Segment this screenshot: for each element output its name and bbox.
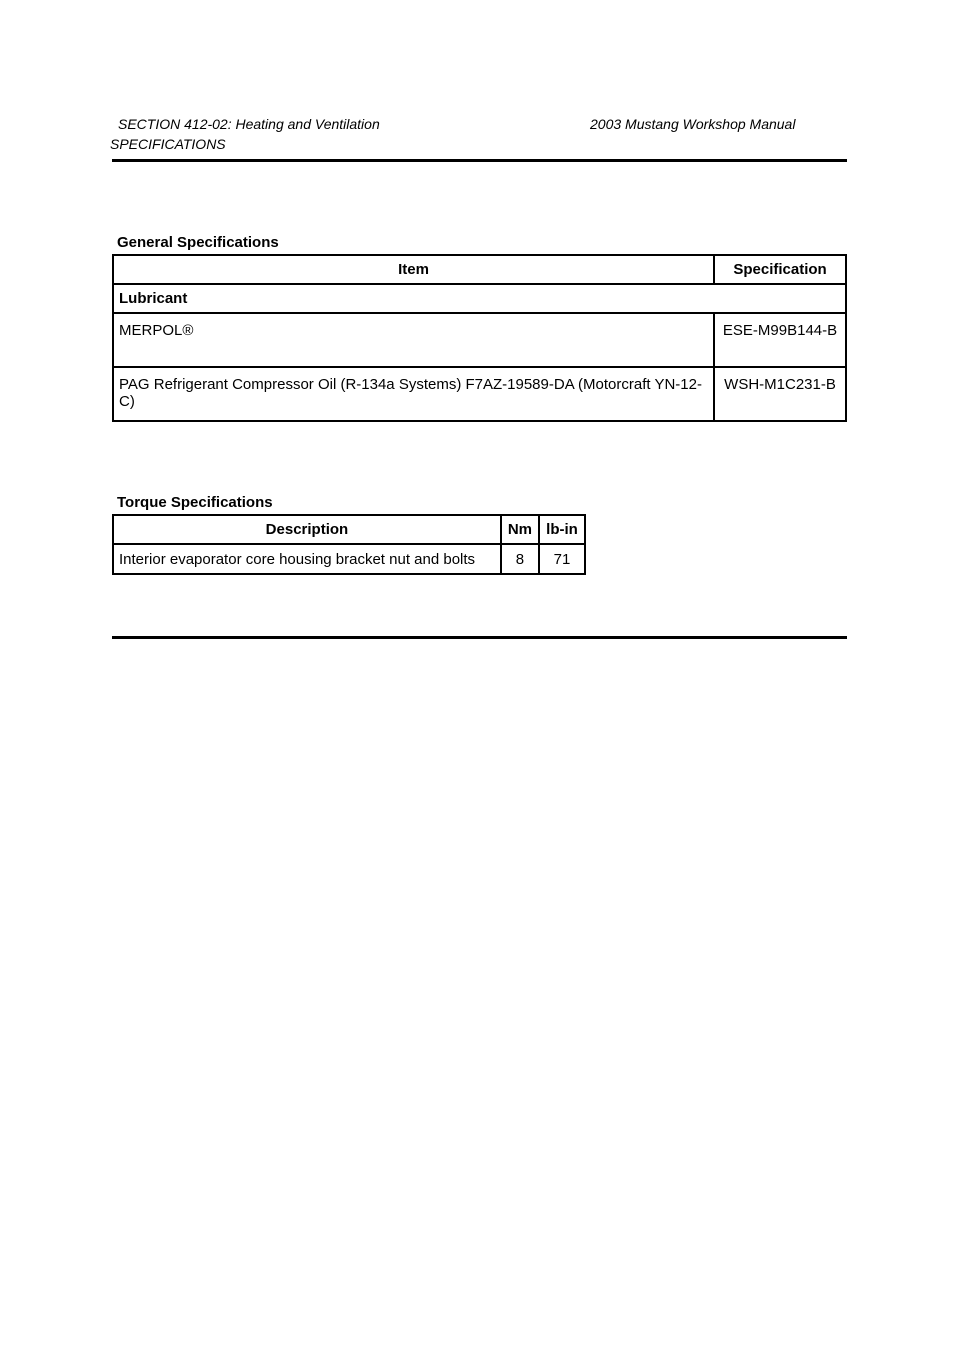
group-label-lubricant: Lubricant [113, 284, 846, 313]
torque-specifications-title: Torque Specifications [117, 494, 273, 511]
column-header-nm: Nm [501, 515, 539, 544]
table-header-row [113, 515, 585, 544]
table-header-row [113, 255, 846, 284]
group-row [113, 284, 846, 313]
subsection-title: SPECIFICATIONS [110, 136, 226, 152]
column-header-specification: Specification [714, 255, 846, 284]
description-cell: Interior evaporator core housing bracket nut and bolts [113, 544, 501, 574]
general-specifications-table [112, 254, 847, 422]
general-specifications-title: General Specifications [117, 234, 279, 251]
table-row [113, 367, 846, 421]
nm-cell: 8 [501, 544, 539, 574]
column-header-lb-in: lb-in [539, 515, 585, 544]
footer-divider [112, 636, 847, 639]
table-row [113, 313, 846, 367]
torque-specifications-table [112, 514, 586, 575]
lb-in-cell: 71 [539, 544, 585, 574]
item-cell: MERPOL® [113, 313, 714, 367]
column-header-item: Item [113, 255, 714, 284]
item-cell: PAG Refrigerant Compressor Oil (R-134a Systems) F7AZ-19589-DA (Motorcraft YN-12-C) [113, 367, 714, 421]
header-divider [112, 159, 847, 162]
manual-title: 2003 Mustang Workshop Manual [590, 116, 796, 132]
section-header: SECTION 412-02: Heating and Ventilation [118, 116, 380, 132]
specification-cell: WSH-M1C231-B [714, 367, 846, 421]
specification-cell: ESE-M99B144-B [714, 313, 846, 367]
table-row [113, 544, 585, 574]
column-header-description: Description [113, 515, 501, 544]
